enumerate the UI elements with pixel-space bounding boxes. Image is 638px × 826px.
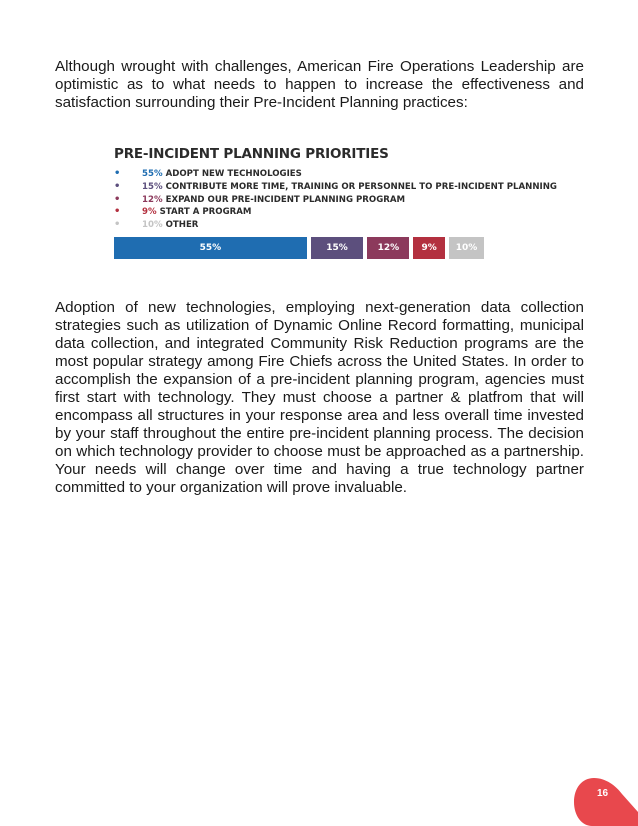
page-corner-tab-icon: [574, 778, 638, 826]
intro-paragraph: Although wrought with challenges, American Fire Operations Leadership are optimistic as to what needs to happen to increase the effectiveness and satisfaction surrounding their Pre-Incident Planning practices:: [55, 58, 584, 111]
bullet-icon: •: [114, 193, 121, 205]
priorities-chart: [114, 146, 557, 232]
bullet-icon: •: [114, 168, 121, 179]
legend-percent: 55%: [142, 169, 163, 179]
chart-title: PRE-INCIDENT PLANNING PRIORITIES: [114, 146, 389, 162]
body-paragraph: Adoption of new technologies, employing next-generation data collection strategies such as utilization of Dynamic Online Record formatting, municipal data collection, and integrated Community Risk Reduction programs are the most popular strategy among Fire Chiefs across the United States. In order to accomplish the expansion of a pre-incident planning program, agencies must first start with technology. They must choose a partner & platfrom that will encompass all structures in your response area and less overall time invested by your staff throughout the entire pre-incident planning process. The decision on which technology provider to choose must be approached as a partnership. Your needs will change over time and having a true technology partner committed to your organization will prove invaluable.: [55, 299, 584, 496]
chart-legend: [114, 168, 557, 232]
bullet-icon: •: [114, 206, 121, 218]
legend-label: EXPAND OUR PRE-INCIDENT PLANNING PROGRAM: [165, 194, 406, 205]
legend-percent: 9%: [142, 207, 157, 218]
legend-item: [114, 168, 534, 181]
legend-item: [114, 219, 534, 232]
bar-segment: 9%: [413, 237, 445, 259]
bar-segment: 55%: [114, 237, 307, 259]
legend-label: CONTRIBUTE MORE TIME, TRAINING OR PERSONNEL TO PRE-INCIDENT PLANNING: [165, 181, 557, 192]
legend-percent: 15%: [142, 181, 163, 192]
legend-percent: 10%: [142, 220, 163, 231]
bullet-icon: •: [114, 180, 121, 192]
page-number: 16: [597, 788, 609, 799]
legend-item: [114, 194, 534, 207]
bar-segment: 15%: [311, 237, 364, 259]
bar-segment: 10%: [449, 237, 484, 259]
legend-percent: 12%: [142, 194, 163, 205]
legend-item: [114, 206, 534, 219]
bar-segment: 12%: [367, 237, 409, 259]
legend-label: ADOPT NEW TECHNOLOGIES: [165, 169, 302, 179]
stacked-bar: [114, 237, 534, 259]
bullet-icon: •: [114, 219, 121, 231]
legend-label: START A PROGRAM: [159, 207, 252, 218]
legend-label: OTHER: [165, 220, 199, 231]
legend-item: [114, 180, 557, 194]
